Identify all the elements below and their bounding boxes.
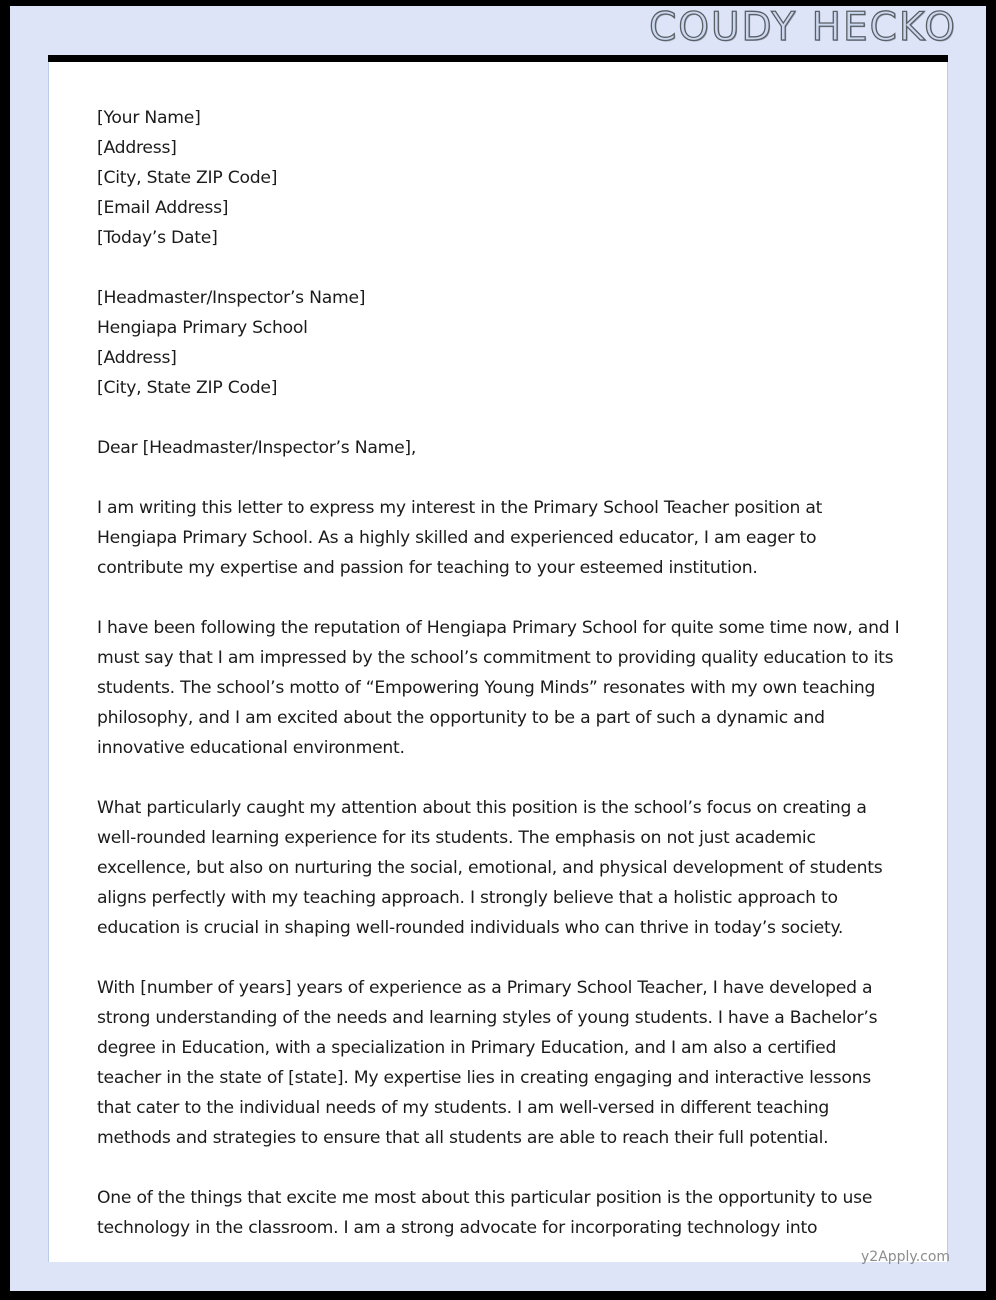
sender-address-line: [Your Name]	[97, 108, 201, 128]
recipient-address-line: [Headmaster/Inspector’s Name]	[97, 288, 366, 308]
letter-paragraph-4: With [number of years] years of experience as a Primary School Teacher, I have developed a strong understanding of the needs and learning styles of young students. I have a Bachelor’s degree in Education, with a specialization in Primary Education, and I am also a certified teacher in the state of [state]. My expertise lies in creating engaging and interactive lessons that cater to the individual needs of my students. I am well-versed in different teaching methods and strategies to ensure that all students are able to reach their full potential.	[97, 978, 878, 1148]
letter-salutation: Dear [Headmaster/Inspector’s Name],	[97, 438, 417, 458]
letterhead-title: COUDY HECKO	[649, 6, 957, 50]
sender-address-line: [City, State ZIP Code]	[97, 168, 278, 188]
site-watermark: y2Apply.com	[861, 1249, 951, 1265]
recipient-address-block	[97, 283, 903, 403]
sender-address-line: [Today’s Date]	[97, 228, 218, 248]
sender-address-line: [Address]	[97, 138, 177, 158]
header-divider-rule	[48, 55, 948, 62]
letter-body	[97, 103, 903, 1243]
sender-address-block	[97, 103, 903, 253]
document-page	[48, 62, 948, 1262]
page-background-mat	[10, 6, 986, 1291]
letterhead-band	[10, 6, 986, 55]
letter-paragraph-2: I have been following the reputation of Hengiapa Primary School for quite some time now, and I must say that I am impressed by the school’s commitment to providing quality education to its students. The school’s motto of “Empowering Young Minds” resonates with my own teaching philosophy, and I am excited about the opportunity to be a part of such a dynamic and innovative educational environment.	[97, 618, 900, 758]
recipient-address-line: Hengiapa Primary School	[97, 318, 308, 338]
letter-paragraph-5: One of the things that excite me most about this particular position is the opportunity to use technology in the classroom. I am a strong advocate for incorporating technology into	[97, 1188, 873, 1238]
letter-paragraph-3: What particularly caught my attention about this position is the school’s focus on creating a well-rounded learning experience for its students. The emphasis on not just academic excellence, but also on nurturing the social, emotional, and physical development of students aligns perfectly with my teaching approach. I strongly believe that a holistic approach to education is crucial in shaping well-rounded individuals who can thrive in today’s society.	[97, 798, 883, 938]
letter-paragraph-1: I am writing this letter to express my interest in the Primary School Teacher position at Hengiapa Primary School. As a highly skilled and experienced educator, I am eager to contribute my expertise and passion for teaching to your esteemed institution.	[97, 498, 823, 578]
sender-address-line: [Email Address]	[97, 198, 229, 218]
recipient-address-line: [Address]	[97, 348, 177, 368]
recipient-address-line: [City, State ZIP Code]	[97, 378, 278, 398]
